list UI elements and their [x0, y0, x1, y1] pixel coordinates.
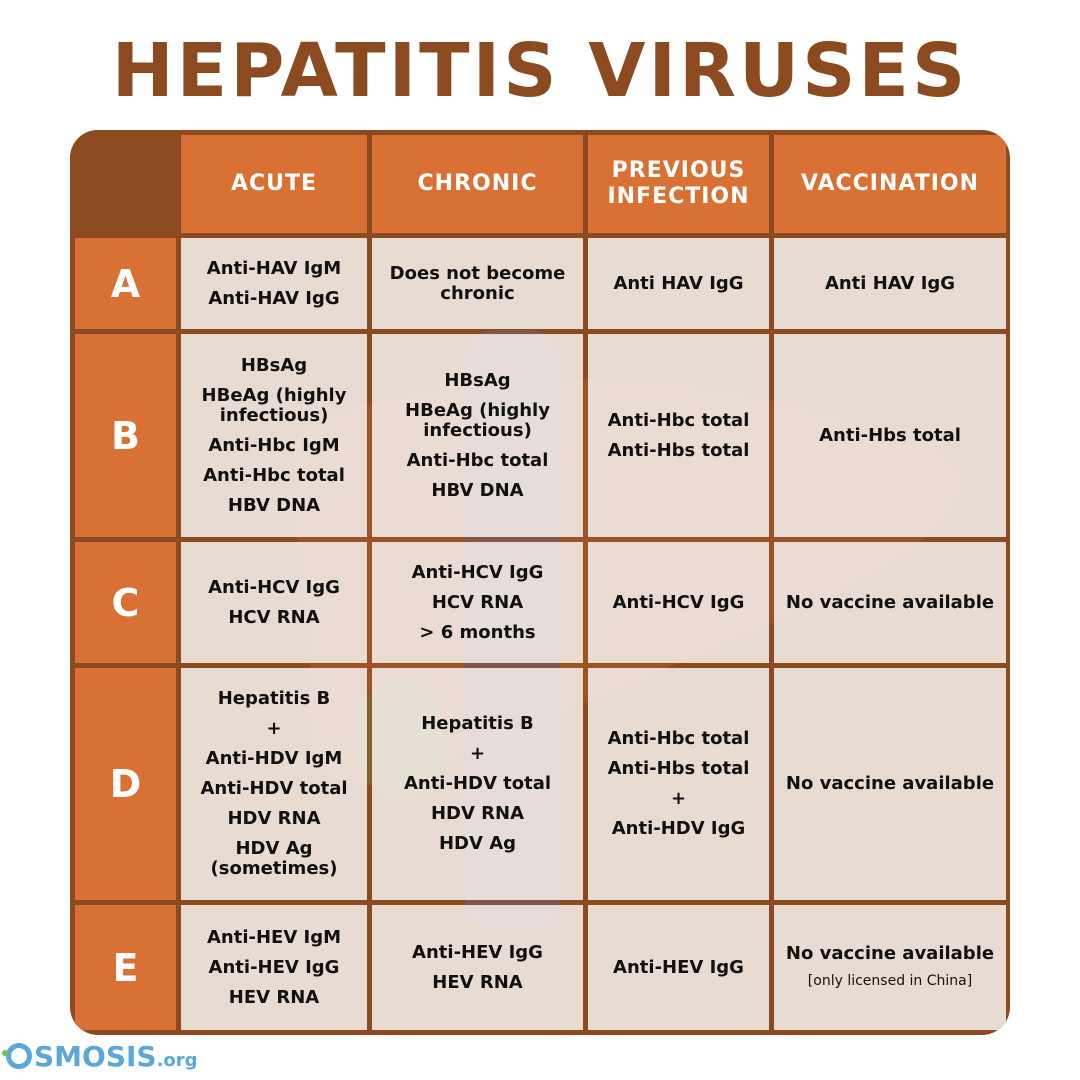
line: Anti-HCV IgG: [411, 561, 544, 583]
line: Anti-Hbc total: [203, 464, 345, 486]
cell-a-acute: [181, 238, 367, 329]
line: Anti HAV IgG: [824, 272, 956, 294]
cell-c-chronic: [372, 542, 583, 663]
line: +: [266, 718, 282, 739]
line: +: [469, 743, 486, 764]
cell-a-vaccination: [774, 238, 1006, 329]
line: Anti-HEV IgG: [412, 941, 543, 963]
line: No vaccine available: [785, 773, 995, 794]
logo-o-icon: [6, 1043, 32, 1069]
line: Anti-HEV IgG: [208, 956, 340, 978]
line: Anti-HDV IgG: [611, 818, 746, 839]
cell-a-previous: [588, 238, 769, 329]
cell-b-previous: [588, 334, 769, 537]
cell-e-previous: [588, 905, 769, 1030]
line: > 6 months: [419, 621, 536, 643]
line: Anti-Hbc total: [607, 409, 750, 431]
line: HCV RNA: [228, 606, 320, 628]
cell-c-previous: [588, 542, 769, 663]
line: Anti-Hbc total: [406, 449, 549, 471]
line: Anti-HDV IgM: [205, 748, 343, 769]
line: Hepatitis B: [217, 688, 331, 709]
line: Anti-HAV IgG: [208, 287, 340, 309]
line: Does not become chronic: [389, 262, 566, 304]
cell-d-vaccination: [774, 668, 1006, 900]
cell-d-acute: [181, 668, 367, 900]
line: Anti-HEV IgG: [613, 956, 744, 978]
header-vaccination: VACCINATION: [774, 135, 1006, 233]
line: HDV RNA: [227, 808, 321, 829]
line: Anti-Hbc total: [607, 728, 750, 749]
cell-c-vaccination: [774, 542, 1006, 663]
row-label-c: C: [75, 542, 176, 663]
line: HDV Ag: [438, 833, 517, 854]
row-label-a: A: [75, 238, 176, 329]
header-acute: ACUTE: [181, 135, 367, 233]
cell-b-chronic: [372, 334, 583, 537]
line: HBsAg: [444, 369, 511, 391]
line: HDV Ag (sometimes): [210, 838, 338, 879]
logo-suffix: .org: [156, 1049, 198, 1071]
line: HDV RNA: [430, 803, 525, 824]
hepatitis-table: [70, 130, 1010, 1035]
line: Anti HAV IgG: [613, 272, 744, 294]
osmosis-logo[interactable]: [6, 1036, 198, 1076]
line: Anti-HDV total: [403, 773, 552, 794]
cell-e-vaccination: [774, 905, 1006, 1030]
line: HBeAg (highly infectious): [201, 384, 347, 426]
line: No vaccine available: [785, 943, 995, 964]
line: Anti-HDV total: [200, 778, 348, 799]
header-chronic: CHRONIC: [372, 135, 583, 233]
row-label-b: B: [75, 334, 176, 537]
line: HBsAg: [240, 354, 308, 376]
line: Anti-Hbs total: [607, 758, 750, 779]
corner-cell: [70, 130, 176, 233]
cell-e-acute: [181, 905, 367, 1030]
line: Anti-HAV IgM: [206, 257, 342, 279]
line: Anti-Hbs total: [819, 424, 961, 446]
line: Anti-Hbs total: [607, 439, 750, 461]
cell-d-chronic: [372, 668, 583, 900]
line: HBV DNA: [431, 479, 524, 501]
line: Anti-HEV IgM: [206, 926, 342, 948]
cell-b-acute: [181, 334, 367, 537]
vaccination-note: [only licensed in China]: [807, 973, 973, 989]
line: HCV RNA: [431, 591, 524, 613]
cell-d-previous: [588, 668, 769, 900]
row-label-d: D: [75, 668, 176, 900]
line: Anti-HCV IgG: [612, 591, 745, 613]
line: No vaccine available: [785, 591, 995, 613]
line: Anti-Hbc IgM: [208, 434, 340, 456]
cell-b-vaccination: [774, 334, 1006, 537]
line: +: [670, 788, 687, 809]
line: HBV DNA: [227, 494, 321, 516]
line: Hepatitis B: [421, 713, 534, 734]
cell-a-chronic: [372, 238, 583, 329]
line: Anti-HCV IgG: [208, 576, 340, 598]
page-title: HEPATITIS VIRUSES: [111, 28, 969, 114]
row-label-e: E: [75, 905, 176, 1030]
cell-c-acute: [181, 542, 367, 663]
cell-e-chronic: [372, 905, 583, 1030]
header-previous-infection: PREVIOUS INFECTION: [588, 135, 769, 233]
logo-text: SMOSIS: [34, 1039, 157, 1073]
line: HEV RNA: [228, 986, 320, 1008]
line: HEV RNA: [432, 971, 523, 993]
line: HBeAg (highly infectious): [405, 399, 550, 441]
